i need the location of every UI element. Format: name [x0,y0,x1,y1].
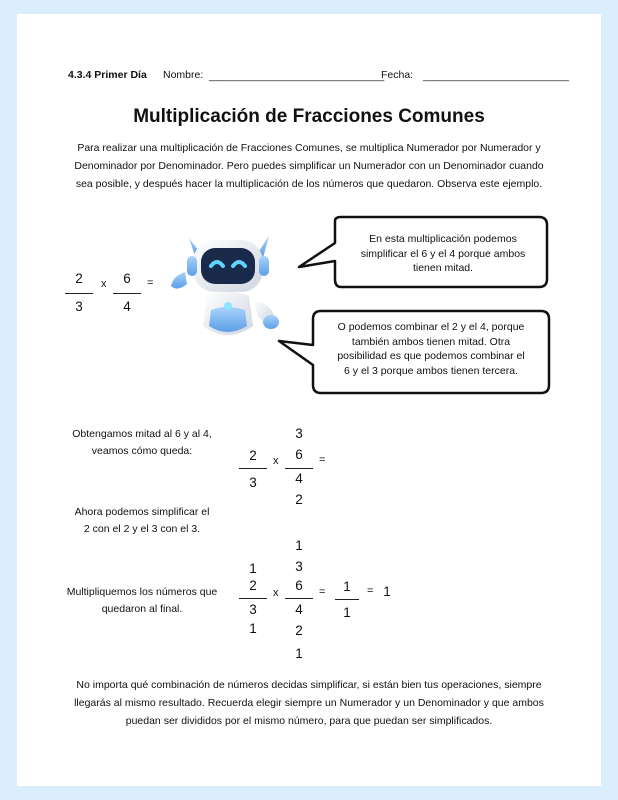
step-3-simplified-bottom-1: 1 [249,621,257,636]
step-line: 2 con el 2 y el 3 con el 3. [83,523,201,535]
equals-sign: = [319,586,326,598]
closing-paragraph [17,676,601,730]
step-1-denominator-1: 3 [249,475,257,490]
step-3-numerator-2: 6 [295,578,303,593]
intro-paragraph [17,139,601,193]
example-denominator-2: 4 [123,299,131,314]
step-3-denominator-2: 4 [295,602,303,617]
closing-line: puedan ser divididos por el mismo número, para que puedan ser simplificados. [125,715,493,727]
times-sign: x [101,278,107,290]
step-line: Obtengamos mitad al 6 y al 4, [72,428,212,440]
step-3-simplified-bottom-2a: 2 [295,623,303,638]
closing-line: No importa qué combinación de números decidas simplificar, si están bien tus operaciones, siempre [76,679,542,691]
bubble-line: posibilidad es que podemos combinar el [337,350,525,362]
step-3-simplified-top-2b: 3 [295,559,303,574]
fraction-bar [285,598,313,599]
worksheet-page [17,14,601,786]
step-line: Ahora podemos simplificar el [74,506,210,518]
fraction-bar [113,293,141,294]
step-1-simplified-bottom: 2 [295,492,303,507]
step-1-numerator-1: 2 [249,448,257,463]
step-line: quedaron al final. [101,603,183,615]
step-3-simplified-bottom-2b: 1 [295,646,303,661]
step-2-text [57,504,227,538]
lesson-code: 4.3.4 Primer Día [68,69,147,81]
closing-line: llegarás al mismo resultado. Recuerda elegir siempre un Numerador y un Denominador y que ambos [74,697,544,709]
intro-line: Denominador por Denominador. Pero puedes simplificar un Numerador con un Denominador cuando [74,160,544,172]
example-denominator-1: 3 [75,299,83,314]
step-line: Multipliquemos los números que [66,586,218,598]
times-sign: x [273,587,279,599]
result-numerator: 1 [343,579,351,594]
equals-sign: = [147,277,154,289]
bubble-line: simplificar el 6 y el 4 porque ambos [360,247,526,260]
step-line: veamos cómo queda: [91,445,193,457]
page-title: Multiplicación de Fracciones Comunes [133,106,485,127]
step-1-numerator-2: 6 [295,447,303,462]
step-3-simplified-top-2a: 1 [295,538,303,553]
date-label: Fecha: [381,69,414,81]
name-label: Nombre: [163,69,204,81]
times-sign: x [273,455,279,467]
result-denominator: 1 [343,605,351,620]
intro-line: sea posible, y después hacer la multiplicación de los números que quedaron. Observa este ejemplo. [75,178,543,190]
equals-sign: = [367,585,374,597]
fraction-bar [65,293,93,294]
robot-icon [165,226,281,350]
step-1-text [57,426,227,460]
step-1-denominator-2: 4 [295,471,303,486]
fraction-bar [335,599,359,600]
step-3-denominator-1: 3 [249,602,257,617]
bubble-line: O podemos combinar el 2 y el 4, porque [337,321,525,333]
step-1-simplified-top: 3 [295,426,303,441]
bubble-line: 6 y el 3 porque ambos tienen tercera. [344,364,518,377]
bubble-line: En esta multiplicación podemos [369,233,517,245]
fraction-bar [239,598,267,599]
fraction-bar [285,468,313,469]
example-numerator-2: 6 [123,271,131,286]
bubble-2-text [315,320,547,378]
intro-line: Para realizar una multiplicación de Fracciones Comunes, se multiplica Numerador por Numerador y [77,142,541,154]
step-3-text [57,584,227,618]
bubble-line: también ambos tienen mitad. Otra [351,335,511,348]
example-numerator-1: 2 [75,271,83,286]
step-3-simplified-top-1: 1 [249,561,257,576]
step-3-numerator-1: 2 [249,578,257,593]
bubble-line: tienen mitad. [412,262,474,274]
equals-sign: = [319,454,326,466]
final-result: 1 [383,584,391,599]
name-line: ______________________________ [209,70,385,82]
bubble-1-text [335,232,551,276]
fraction-bar [239,468,267,469]
date-line: _________________________ [423,70,569,82]
